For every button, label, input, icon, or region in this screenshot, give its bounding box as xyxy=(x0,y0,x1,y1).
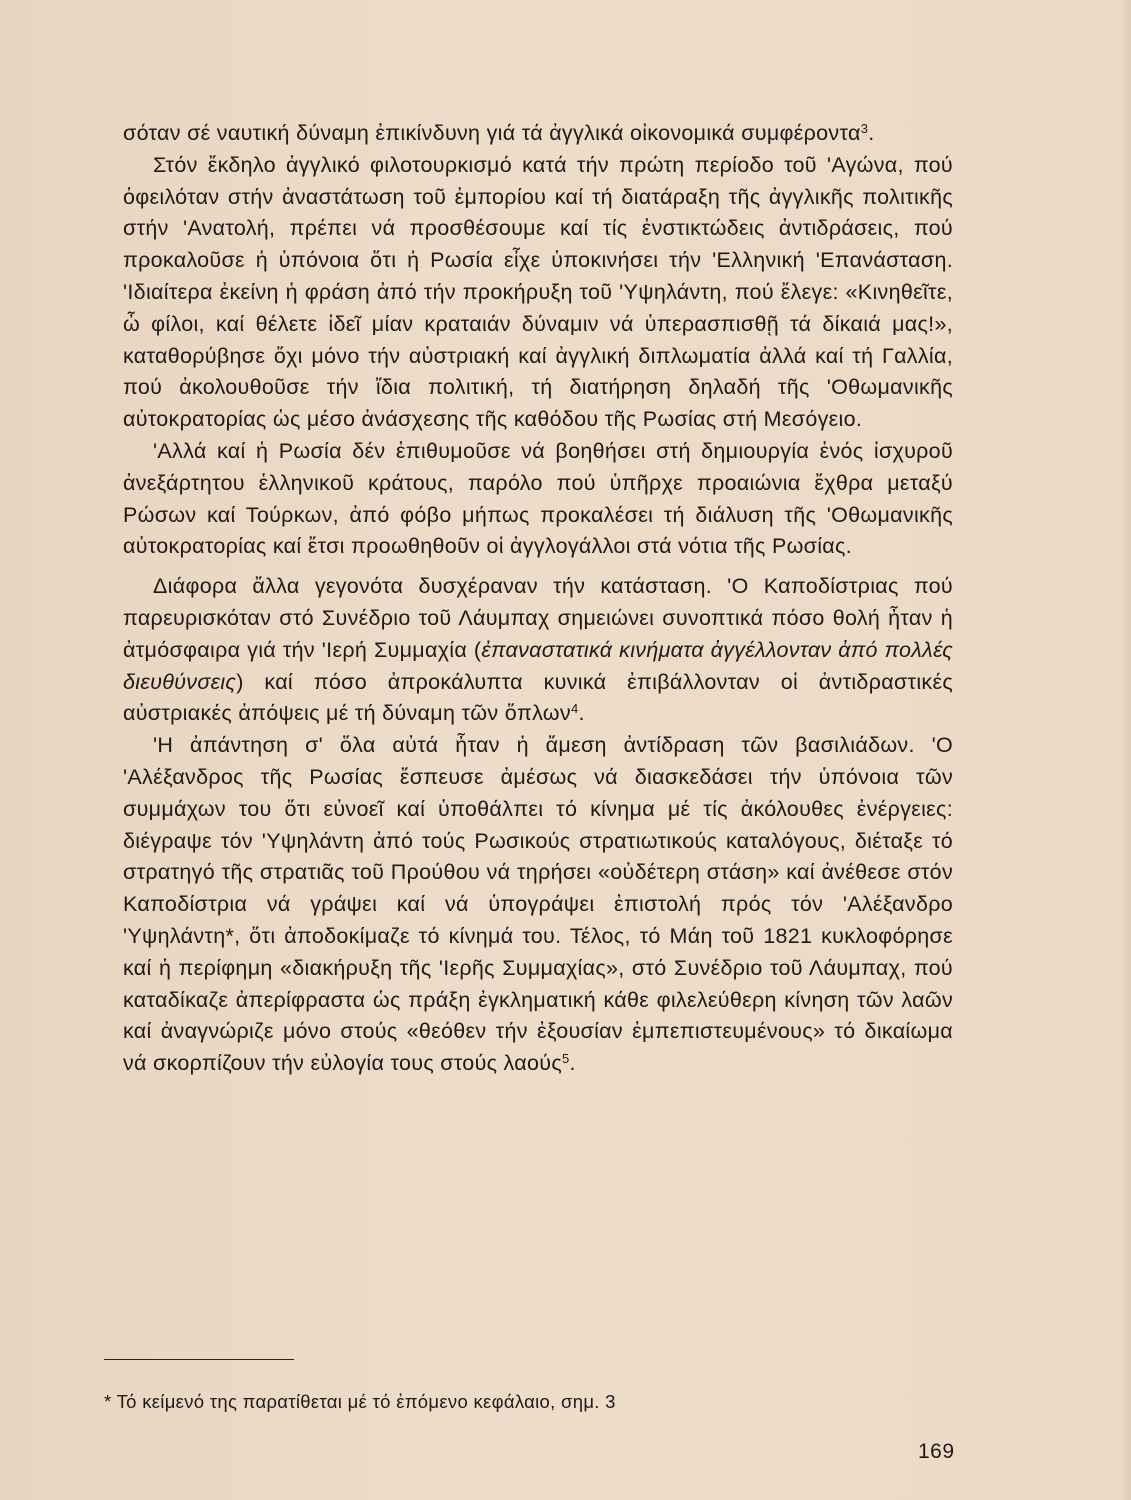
paragraph-text: Στόν ἔκδηλο ἀγγλικό φιλοτουρκισμό κατά τήν πρώτη περίοδο τοῦ 'Αγώνα, πού ὀφειλόταν στήν ἀναστάτωση τοῦ ἐμπορίου καί τή διατάραξη τῆς ἀγγλικῆς πολιτικῆς στήν 'Ανατολή, πρέπει νά προσθέσουμε καί τίς ἐνστικτώδεις ἀντιδράσεις, πού προκαλοῦσε ἡ ὑπόνοια ὅτι ἡ Ρωσία εἶχε ὑποκινήσει τήν 'Ελληνική 'Επανάσταση. 'Ιδιαίτερα ἐκείνη ἡ φράση ἀπό τήν προκήρυξη τοῦ 'Υψηλάντη, πού ἔλεγε: «Κινηθεῖτε, ὦ φίλοι, καί θέλετε ἰδεῖ μίαν κραταιάν δύναμιν νά ὑπερασπισθῇ τά δίκαιά μας!», καταθορύβησε ὄχι μόνο τήν αὐστριακή καί ἀγγλική διπλωματία ἀλλά καί τή Γαλλία, πού ἀκολουθοῦσε τήν ἴδια πολιτική, τή διατήρηση δηλαδή τῆς 'Οθωμανικῆς αὐτοκρατορίας ὡς μέσο ἀνάσχεσης τῆς καθόδου τῆς Ρωσίας στή Μεσόγειο. xyxy=(123,152,953,432)
paragraph-text: . xyxy=(569,1051,576,1076)
footnote-reference: 3 xyxy=(860,121,869,136)
paragraph xyxy=(123,730,953,1080)
body-text xyxy=(123,118,953,1080)
footnote: * Τό κείμενό της παρατίθεται μέ τό ἑπόμενο κεφάλαιο, σημ. 3 xyxy=(104,1391,616,1412)
italic-quote: ἐπαναστατικά κινήματα ἀγγέλλονταν ἀπό πολλές διευθύνσεις xyxy=(123,637,953,694)
paragraph-text: ) καί πόσο ἀπροκάλυπτα κυνικά ἐπιβάλλονταν οἱ ἀντιδραστικές αὐστριακές ἀπόψεις μέ τή δύναμη τῶν ὅπλων xyxy=(123,669,953,726)
page-number: 169 xyxy=(918,1440,955,1463)
paragraph xyxy=(123,150,953,436)
footnote-separator xyxy=(104,1359,294,1360)
paragraph-text: . xyxy=(578,701,585,726)
paragraph xyxy=(123,118,953,150)
paragraph-text: 'Η ἀπάντηση σ' ὅλα αὐτά ἦταν ἡ ἄμεση ἀντίδραση τῶν βασιλιάδων. 'Ο 'Αλέξανδρος τῆς Ρωσίας ἔσπευσε ἀμέσως νά διασκεδάσει τήν ὑπόνοια τῶν συμμάχων του ὅτι εὐνοεῖ καί ὑποθάλπει τό κίνημα μέ τίς ἀκόλουθες ἐνέργειες: διέγραψε τόν 'Υψηλάντη ἀπό τούς Ρωσικούς στρατιωτικούς καταλόγους, διέταξε τό στρατηγό τῆς στρατιᾶς τοῦ Προύθου νά τηρήσει «οὐδέτερη στάση» καί ἀνέθεσε στόν Καποδίστρια νά γράψει καί νά ὑπογράψει ἐπιστολή πρός τόν 'Αλέξανδρο 'Υψηλάντη*, ὅτι ἀποδοκίμαζε τό κίνημά του. Τέλος, τό Μάη τοῦ 1821 κυκλοφόρησε καί ἡ περίφημη «διακήρυξη τῆς 'Ιερῆς Συμμαχίας», στό Συνέδριο τοῦ Λάυμπαχ, πού καταδίκαζε ἀπερίφραστα ὡς πράξη ἐγκληματική κάθε φιλελεύθερη κίνηση τῶν λαῶν καί ἀναγνώριζε μόνο στούς «θεόθεν τήν ἐξουσίαν ἐμπεπιστευμένους» τό δικαίωμα νά σκορπίζουν τήν εὐλογία τους στούς λαούς xyxy=(123,733,953,1076)
paragraph-text: 'Αλλά καί ἡ Ρωσία δέν ἐπιθυμοῦσε νά βοηθήσει στή δημιουργία ἑνός ἰσχυροῦ ἀνεξάρτητου ἑλληνικοῦ κράτους, παρόλο πού ὑπῆρχε προαιώνια ἔχθρα μεταξύ Ρώσων καί Τούρκων, ἀπό φόβο μήπως προκαλέσει τή διάλυση τῆς 'Οθωμανικῆς αὐτοκρατορίας καί ἔτσι προωθηθοῦν οἱ ἀγγλογάλλοι στά νότια τῆς Ρωσίας. xyxy=(123,438,953,559)
paragraph-text: σόταν σέ ναυτική δύναμη ἐπικίνδυνη γιά τά ἀγγλικά οἰκονομικά συμφέροντα xyxy=(123,121,861,145)
footnote-reference: 4 xyxy=(570,701,579,717)
footnote-reference: 5 xyxy=(562,1051,570,1067)
paragraph-text: . xyxy=(868,121,875,145)
paragraph xyxy=(123,436,953,563)
paragraph xyxy=(123,571,953,730)
scan-edge-shadow xyxy=(1119,0,1131,1500)
paragraph-text: Διάφορα ἄλλα γεγονότα δυσχέραναν τήν κατάσταση. 'Ο Καποδίστριας πού παρευρισκόταν στό Συνέδριο τοῦ Λάυμπαχ σημειώνει συνοπτικά πόσο θολή ἦταν ἡ ἀτμόσφαιρα γιά τήν 'Ιερή Συμμαχία ( xyxy=(123,574,953,662)
